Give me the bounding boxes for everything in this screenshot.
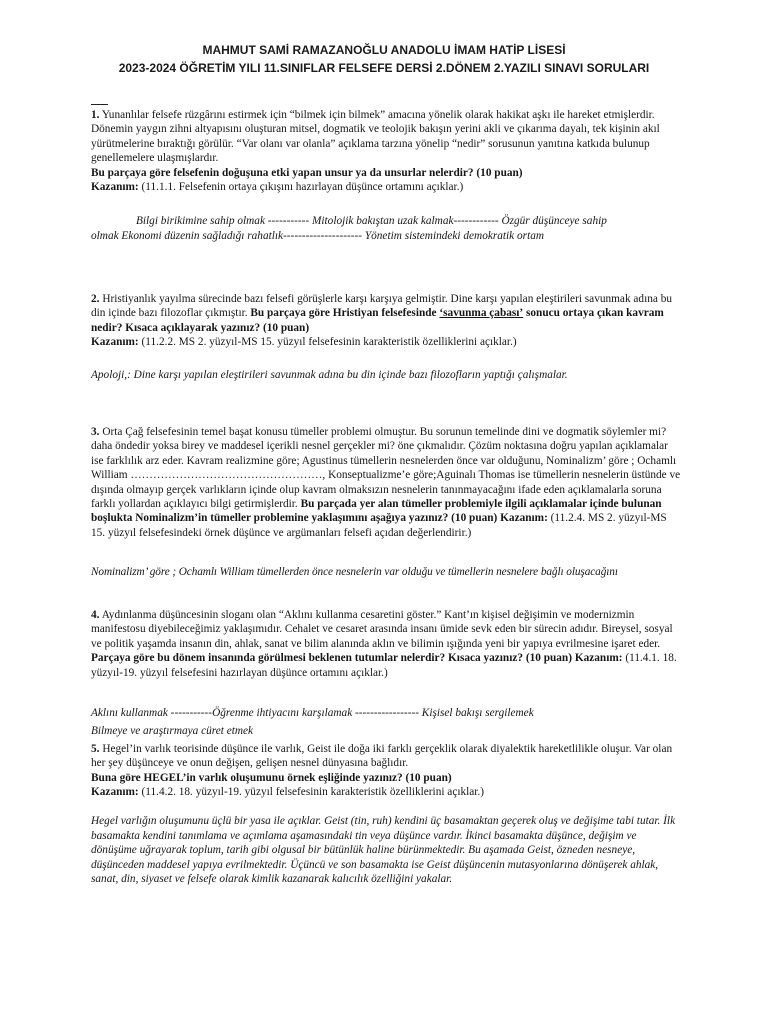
question-text: Orta Çağ felsefesinin temel başat konusu tümeller problemi olmuştur. Bu sorunun temelinde dini ve dogmatik söylemler mi? daha öndedir yoksa birey ve maddesel içerikli nesnel gerçekler mi? öne çıkmalıdır. Çözüm noktasına doğru yapılan açıklamalar ise farklılık arz eder. Kavram realizmine göre; Agustinus tümellerin nesnelerden önce var olduğunu, Nominalizm’ göre ; Ochamlı William ……………………………………………, Konseptualizme’e göre;Aguinalı Thomas ise tümellerin nesnelerin üstünde ve dışında olmayıp gerçek varlıkların içinde olup kavram olmaksızın nesnelerin tanınmayacağını ifade eden açıklamalarla soruna farklı yollardan açıklayıcı bilgi getirmişlerdir. (91, 426, 681, 511)
answer-line: Bilmeye ve araştırmaya cüret etmek (91, 725, 254, 737)
answer-1 (91, 214, 711, 244)
question-text: Yunanlılar felsefe rüzgârını estirmek için “bilmek için bilmek” amacına yönelik olarak hakikat aşkı ile hareket etmişlerdir. Dönemin yaygın zihni altyapısını oluşturan mitsel, dogmatik ve teolojik bakışın yerini akli ve çıkarıma dayalı, tek kişinin akıl yürütmelerine bıraktığı görülür. “Var olanı var olanla” açıklama tarzına yönelip “nedir” sorusunun yanıtına katkıda bulunup genellemelere ulaşmışlardır. (91, 109, 660, 165)
answer-line: Bilgi birikimine sahip olmak ----------- Mitolojik bakıştan uzak kalmak------------ Özgür düşünceye sahip (136, 215, 607, 227)
kazanim-text: (11.2.4. MS 2. yüzyıl-MS 15. yüzyıl felsefesindeki örnek düşünce ve argümanları felsefi açıdan değerlendirir.) (91, 512, 667, 539)
question-number: 2. (91, 293, 100, 305)
question-prompt: Parçaya göre bu dönem insanında görülmesi beklenen tutumlar nelerdir? Kısaca yazınız? (10 puan) (91, 652, 572, 665)
kazanim-label: Kazanım: (91, 181, 139, 194)
kazanim-label: Kazanım: (91, 786, 139, 799)
question-number: 4. (91, 609, 100, 621)
kazanim-label: Kazanım: (91, 336, 139, 349)
question-number: 1. (91, 109, 100, 121)
question-text: Aydınlanma düşüncesinin sloganı olan “Aklını kullanma cesaretini göster.” Kant’ın kişisel değişimin ve modernizmin manifestosu diyebileceğimiz yaklaşımıdır. Cehalet ve cesaret arasında insanı ümide sevk eden bir sürecin adıdır. Bireysel, sosyal ve politik yaşamda insanın din, ahlak, sanat ve bilim alanında aklın ve bilimin ışığında yeni bir yapıya evrilmesine işaret eder. (91, 609, 673, 650)
school-name: MAHMUT SAMİ RAMAZANOĞLU ANADOLU İMAM HATİP LİSESİ (202, 43, 566, 57)
question-4 (91, 608, 683, 680)
question-prompt: Bu parçaya göre felsefenin doğuşuna etki yapan unsur ya da unsurlar nelerdir? (10 puan) (91, 166, 523, 179)
kazanim-label: Kazanım: (574, 652, 623, 665)
answer-2 (91, 368, 711, 383)
question-5 (91, 742, 683, 800)
question-number: 5. (91, 743, 100, 755)
answer-line: Apoloji,: Dine karşı yapılan eleştirileri savunmak adına bu din içinde bazı filozofların yaptığı çalışmalar. (91, 369, 568, 381)
answer-4 (91, 706, 711, 739)
top-rule (91, 104, 108, 105)
kazanim-label: Kazanım: (500, 512, 548, 525)
answer-line: olmak Ekonomi düzenin sağladığı rahatlık--------------------- Yönetim sistemindeki demokratik ortam (91, 230, 545, 242)
kazanim-text: (11.2.2. MS 2. yüzyıl-MS 15. yüzyıl felsefesinin karakteristik özelliklerini açıklar.) (141, 336, 517, 349)
question-prompt: Bu parçada yer alan tümeller problemiyle ilgili açıklamalar içinde bulunan boşlukta Nominalizm’in tümeller problemine yaklaşımını aşağıya yazınız? (10 puan) (91, 498, 662, 525)
kazanim-text: (11.4.2. 18. yüzyıl-19. yüzyıl felsefesinin karakteristik özelliklerini açıklar.) (141, 786, 484, 799)
question-prompt-end: sonucu ortaya çıkan kavram nedir? Kısaca açıklayarak yazınız? (10 puan) (91, 307, 664, 334)
answer-text: Hegel varlığın oluşumunu üçlü bir yasa ile açıklar. Geist (tin, ruh) kendini üç basamaktan geçerek oluş ve değişime tabi tutar. İlk basamakta kendini tanımlama ve açımlama aşamasındaki tin veya düşünce vardır. İkinci basamakta düşünce, değişim ve dönüşüme uğrayarak toplum, tarih gibi olgusal bir bütünlük haline bürünmektedir. Bu aşamada Geist, özneden nesneye, düşünceden maddesel yapıya evrilmektedir. Üçüncü ve son basamakta ise Geist düşüncenin mutasyonlarına dönüşerek ahlak, sanat, din, siyaset ve felsefe olarak kimlik kazanarak kalıcılık özelliğini yakalar. (91, 815, 676, 886)
question-number: 3. (91, 426, 100, 438)
kazanim-text: (11.4.1. 18. yüzyıl-19. yüzyıl felsefesini hazırlayan düşünce ortamını açıklar.) (91, 652, 677, 679)
question-3 (91, 425, 683, 540)
answer-line: Nominalizm’ göre ; Ochamlı William tümellerden önce nesnelerin var olduğu ve tümellerin nesnelere bağlı oluşacağını (91, 566, 618, 578)
answer-3 (91, 565, 731, 580)
exam-title: 2023-2024 ÖĞRETİM YILI 11.SINIFLAR FELSEFE DERSİ 2.DÖNEM 2.YAZILI SINAVI SORULARI (118, 61, 650, 75)
question-term: ‘savunma çabası’ (439, 307, 524, 320)
kazanim-text: (11.1.1. Felsefenin ortaya çıkışını hazırlayan düşünce ortamını açıklar.) (141, 181, 464, 194)
question-text: Hristiyanlık yayılma sürecinde bazı felsefi görüşlerle karşı karşıya gelmiştir. Dine karşı yapılan eleştirileri savunmak adına bu din içinde bazı filozoflar çıkmıştır. (91, 293, 673, 320)
answer-5 (91, 814, 685, 887)
question-text: Hegel’in varlık teorisinde düşünce ile varlık, Geist ile doğa iki farklı gerçeklik olarak diyalektik hareketlilikle oluşur. Var olan her şey düşünceye ve onun değişen, gelişen nesnel dünyasına bağlıdır. (91, 743, 673, 770)
question-2 (91, 292, 683, 350)
answer-line: Aklını kullanmak -----------Öğrenme ihtiyacını karşılamak ----------------- Kişisel bakışı sergilemek (91, 707, 534, 719)
question-prompt: Buna göre HEGEL’in varlık oluşumunu örnek eşliğinde yazınız? (10 puan) (91, 771, 452, 784)
question-1 (91, 108, 683, 194)
question-prompt: Bu parçaya göre Hristiyan felsefesinde (250, 307, 437, 320)
